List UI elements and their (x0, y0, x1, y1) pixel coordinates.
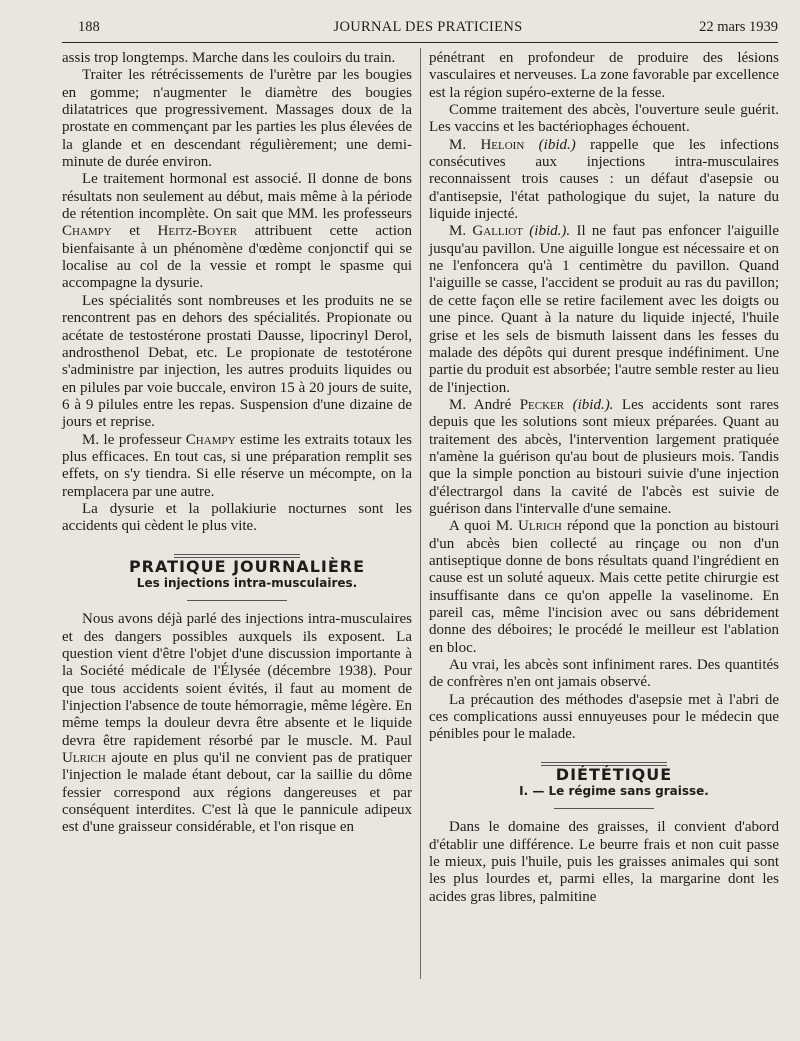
issue-date: 22 mars 1939 (699, 19, 778, 35)
paragraph: assis trop longtemps. Marche dans les couloirs du train. (62, 50, 396, 66)
paragraph: M. Galliot (ibid.). Il ne faut pas enfoncer l'aiguille jusqu'au pavillon. Une aiguille longue est nécessaire et on ne l'enfoncera qu'à 1 centimètre du pavillon. Quand l'aiguille se casse, l'accident se produit au ras du pavillon; de cette façon elle se retire facilement avec les doigts ou une pince. Quant à la nature du liquide injecté, l'huile grise et les sels de bismuth laissent dans les fesses du malade des dépôts qui durent presque indéfiniment. Une partie du produit est absorbée; l'autre semble rester au lieu de l'injection. (429, 223, 780, 396)
header-rule (62, 42, 778, 43)
paragraph: pénétrant en profondeur de produire des lésions vasculaires et nerveuses. La zone favorable par excellence est la région supéro-externe de la fesse. (429, 50, 779, 101)
page-header (78, 16, 778, 42)
paragraph: Comme traitement des abcès, l'ouverture seule guérit. Les vaccins et les bactériophages échouent. (429, 102, 779, 136)
citation: (ibid.) (524, 136, 576, 153)
section-title: DIÉTÉTIQUE (555, 764, 673, 784)
author-name: Ulrich (518, 518, 562, 535)
paragraph: Nous avons déjà parlé des injections intra-musculaires et des dangers possibles auxquels ils exposent. La question vient d'être l'objet d'une discussion importante à la Société médicale de l'Élysée (décembre 1938). Pour que tous accidents soient évités, il faut au moment de l'injection l'absence de toute hémorragie, même légère. En même temps la douleur devra être absente et le liquide devra être rapidement résorbé par le muscle. M. Paul Ulrich ajoute en plus qu'il ne convient pas de pratiquer l'injection le malade étant debout, car la saillie du dôme fessier correspond aux régions dangereuses et par conséquent interdites. C'est là que le pannicule adipeux est d'une graisseur considérable, et l'on risque en (62, 611, 412, 836)
paragraph: M. Heloin (ibid.) rappelle que les infections consécutives aux injections intra-musculaires reconnaissent trois causes : un défaut d'asepsie ou d'antisepsie, l'état pathologique du sujet, la nature du liquide injecté. (429, 136, 780, 223)
citation: (ibid.). (564, 396, 614, 413)
section-separator (174, 554, 300, 555)
subsection-rule (187, 600, 287, 601)
author-name: Champy (62, 223, 112, 240)
paragraph: A quoi M. Ulrich répond que la ponction au bistouri d'un abcès bien collecté au rinçage ou non d'un antiseptique donne de bons résultats quand l'ingrédient en cause est un soluté aqueux. Mais cette petite chirurgie est insuffisante dans ce qu'on appelle la vaselinome. En pareil cas, même l'incision avec ou sans débridement donne des déboires; le procédé le meilleur est l'ablation en bloc. (429, 518, 779, 656)
author-name: Champy (185, 431, 236, 448)
paragraph: Traiter les rétrécissements de l'urètre par les bougies en gomme; n'augmenter le diamètre des bougies dilatatrices que progressivement. Massages doux de la prostate en commençant par les parties les plus élevées de la glande et en descendant régulièrement; une demi-minute de durée environ. (62, 67, 412, 171)
right-column (429, 50, 779, 906)
paragraph: M. le professeur Champy estime les extraits totaux les plus efficaces. En tout cas, si une préparation remplit ses effets, on s'y tiendra. Si elle réserve un mécompte, on la remplacera par une autre. (62, 431, 413, 500)
paragraph: M. André Pecker (ibid.). Les accidents sont rares depuis que les solutions sont mieux préparées. Quant au traitement des abcès, l'intervention largement pratiquée n'amène la guérison qu'au bout de plusieurs mois. Tandis que la simple ponction au bistouri suivie d'une injection d'électrargol dans la cavité de l'abcès est suivie de guérison dans l'intervalle d'une semaine. (429, 396, 779, 517)
paragraph: Au vrai, les abcès sont infiniment rares. Des quantités de confrères n'en ont jamais observé. (429, 657, 779, 691)
paragraph: Les spécialités sont nombreuses et les produits ne se rencontrent pas en dehors des spécialités. Propionate ou acétate de testostérone prostati Dausse, lipocrinyl Derol, androsthenol Debat, etc. Le propionate de testotérone s'administre par injection, les autres produits liquides ou en pilules par voie buccale, environ 15 à 20 jours de suite, 6 à 9 pilules entre les repas. Suspension d'une dizaine de jours et reprise. (62, 292, 412, 431)
author-name: Galliot (472, 223, 523, 240)
subsection-title: Les injections intra-musculaires. (136, 575, 358, 590)
paragraph: La dysurie et la pollakiurie nocturnes sont les accidents qui cèdent le plus vite. (62, 500, 412, 535)
author-name: Heloin (480, 136, 525, 153)
journal-title: JOURNAL DES PRATICIENS (333, 19, 523, 35)
column-divider (420, 48, 421, 979)
author-name: Pecker (519, 396, 565, 413)
left-column (62, 50, 412, 837)
author-name: Heitz-Boyer (157, 223, 238, 240)
citation: (ibid.). (522, 223, 571, 240)
subsection-rule (554, 808, 654, 809)
paragraph: Dans le domaine des graisses, il convient d'abord d'établir une différence. Le beurre frais et non cuit passe le mieux, puis l'huile, puis les graisses animales qui sont les plus lourdes et, parmi elles, la margarine dont les acides gras libres, palmitine (429, 819, 779, 905)
paragraph: Le traitement hormonal est associé. Il donne de bons résultats non seulement au début, mais même à la période de rétention incomplète. On sait que MM. les professeurs Champy et Heitz-Boyer attribuent cette action bienfaisante à un phénomène d'œdème conjonctif qui se localise au col de la vessie et rompt le spasme qui accompagne la dysurie. (62, 171, 412, 292)
section-separator (541, 762, 667, 763)
author-name: Ulrich (62, 750, 106, 767)
section-title: PRATIQUE JOURNALIÈRE (128, 556, 366, 576)
subsection-title: I. — Le régime sans graisse. (519, 784, 709, 799)
page-number: 188 (78, 19, 100, 35)
paragraph: La précaution des méthodes d'asepsie met à l'abri de ces complications aussi ennuyeuses pour le médecin que pénibles pour le malade. (429, 691, 779, 743)
